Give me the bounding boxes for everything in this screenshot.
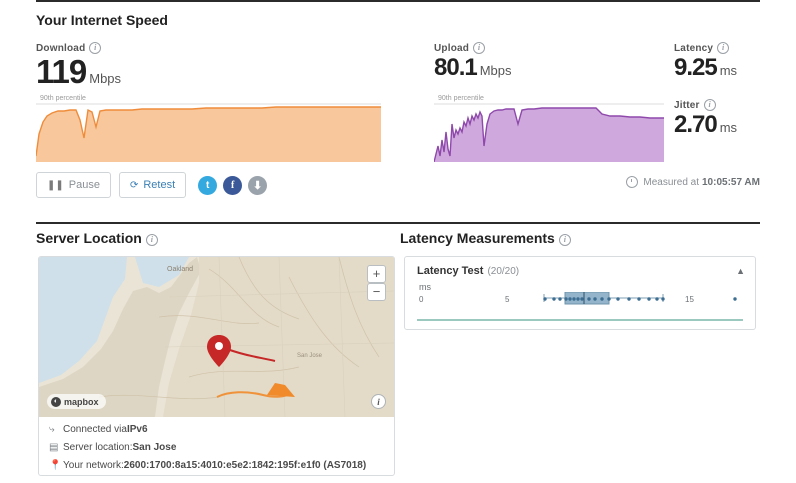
- latency-axis-unit: ms: [419, 282, 431, 292]
- map-graphic: [39, 257, 394, 417]
- bottom-section: [0, 228, 796, 471]
- pause-button-label: Pause: [68, 179, 100, 191]
- download-chart-svg: [36, 94, 381, 162]
- latency-card-count: (20/20): [487, 265, 520, 277]
- info-icon[interactable]: i: [704, 99, 716, 111]
- pause-icon: ❚❚: [47, 179, 64, 191]
- facebook-icon[interactable]: f: [223, 176, 242, 195]
- upload-chart: [434, 94, 664, 162]
- mapbox-logo[interactable]: [47, 394, 106, 409]
- share-buttons: [198, 176, 273, 195]
- jitter-value-row: [674, 111, 796, 142]
- jitter-unit: ms: [719, 120, 738, 135]
- server-text: Server location:: [63, 442, 133, 453]
- zoom-out-button[interactable]: −: [367, 283, 386, 301]
- latency-boxplot: [417, 292, 743, 326]
- svg-text:San Jose: San Jose: [297, 353, 323, 359]
- upload-label-text: Upload: [434, 43, 470, 54]
- jitter-label-text: Jitter: [674, 100, 700, 111]
- pause-button[interactable]: [36, 172, 111, 198]
- download-metric: [36, 42, 381, 97]
- measured-prefix: Measured at: [643, 176, 699, 188]
- connection-row: [49, 424, 384, 435]
- latency-label: [674, 42, 796, 54]
- network-text: Your network:: [63, 460, 124, 471]
- server-icon: ▤: [49, 442, 59, 453]
- percentile-label: 90th percentile: [438, 95, 484, 102]
- percentile-label: 90th percentile: [40, 95, 86, 102]
- map-canvas[interactable]: [39, 257, 394, 417]
- download-label: [36, 42, 381, 54]
- map-card: [38, 256, 395, 476]
- retest-button-label: Retest: [143, 179, 176, 191]
- server-row: [49, 442, 384, 453]
- network-row: [49, 460, 384, 471]
- latency-measurements-title-text: Latency Measurements: [400, 230, 555, 246]
- page-title: Your Internet Speed: [36, 12, 168, 28]
- latency-test-card: [404, 256, 756, 330]
- mapbox-icon: ◐: [51, 397, 61, 407]
- upload-value-row: [434, 54, 664, 85]
- info-icon[interactable]: i: [717, 42, 729, 54]
- upload-value: 80.1: [434, 54, 477, 81]
- latency-value-row: [674, 54, 796, 85]
- chevron-up-icon[interactable]: ▲: [736, 266, 745, 276]
- info-icon[interactable]: i: [559, 234, 571, 246]
- bottom-titles: [0, 228, 796, 250]
- download-chart: [36, 94, 381, 162]
- latency-card-header: [405, 257, 755, 277]
- jitter-value: 2.70: [674, 111, 717, 138]
- network-value: 2600:1700:8a15:4010:e5e2:1842:195f:e1f0 (AS7018): [123, 460, 367, 471]
- upload-unit: Mbps: [479, 63, 512, 78]
- info-icon[interactable]: i: [473, 42, 485, 54]
- top-divider: [36, 0, 760, 2]
- retest-button[interactable]: [119, 172, 186, 198]
- svg-text:15: 15: [685, 295, 694, 304]
- server-location-title-text: Server Location: [36, 230, 142, 246]
- measured-at: [626, 176, 760, 188]
- speed-metrics-section: [36, 42, 760, 192]
- mapbox-label: mapbox: [64, 396, 99, 407]
- svg-text:Oakland: Oakland: [167, 266, 194, 273]
- jitter-label: [674, 99, 796, 111]
- latency-boxplot-svg: [417, 292, 743, 326]
- latency-card-title: Latency Test: [417, 265, 484, 277]
- connection-icon: ⤷: [49, 424, 55, 435]
- connection-details: [39, 417, 394, 471]
- twitter-icon[interactable]: t: [198, 176, 217, 195]
- latency-metric: [674, 42, 796, 142]
- latency-value: 9.25: [674, 54, 717, 81]
- server-location-title: [36, 230, 158, 246]
- connection-text: Connected via: [63, 424, 127, 435]
- svg-text:0: 0: [419, 295, 424, 304]
- download-value-row: [36, 54, 381, 97]
- refresh-icon: ⟳: [129, 179, 139, 191]
- zoom-in-button[interactable]: +: [367, 265, 386, 283]
- latency-unit: ms: [719, 63, 738, 78]
- speed-test-controls: [36, 172, 273, 198]
- info-icon[interactable]: i: [89, 42, 101, 54]
- download-unit: Mbps: [89, 71, 122, 86]
- upload-metric: [434, 42, 664, 85]
- connection-value: IPv6: [126, 424, 148, 435]
- pin-icon: 📍: [49, 460, 62, 471]
- svg-text:5: 5: [505, 295, 510, 304]
- download-value: 119: [36, 53, 87, 90]
- download-label-text: Download: [36, 43, 86, 54]
- upload-chart-svg: [434, 94, 664, 162]
- upload-label: [434, 42, 664, 54]
- download-icon[interactable]: ⬇: [248, 176, 267, 195]
- latency-label-text: Latency: [674, 43, 714, 54]
- clock-icon: [626, 176, 638, 188]
- mid-divider: [36, 222, 760, 224]
- latency-measurements-title: [400, 230, 571, 246]
- server-value: San Jose: [132, 442, 177, 453]
- info-icon[interactable]: i: [146, 234, 158, 246]
- map-attribution-info-icon[interactable]: i: [371, 394, 386, 409]
- measured-time: 10:05:57 AM: [702, 176, 760, 188]
